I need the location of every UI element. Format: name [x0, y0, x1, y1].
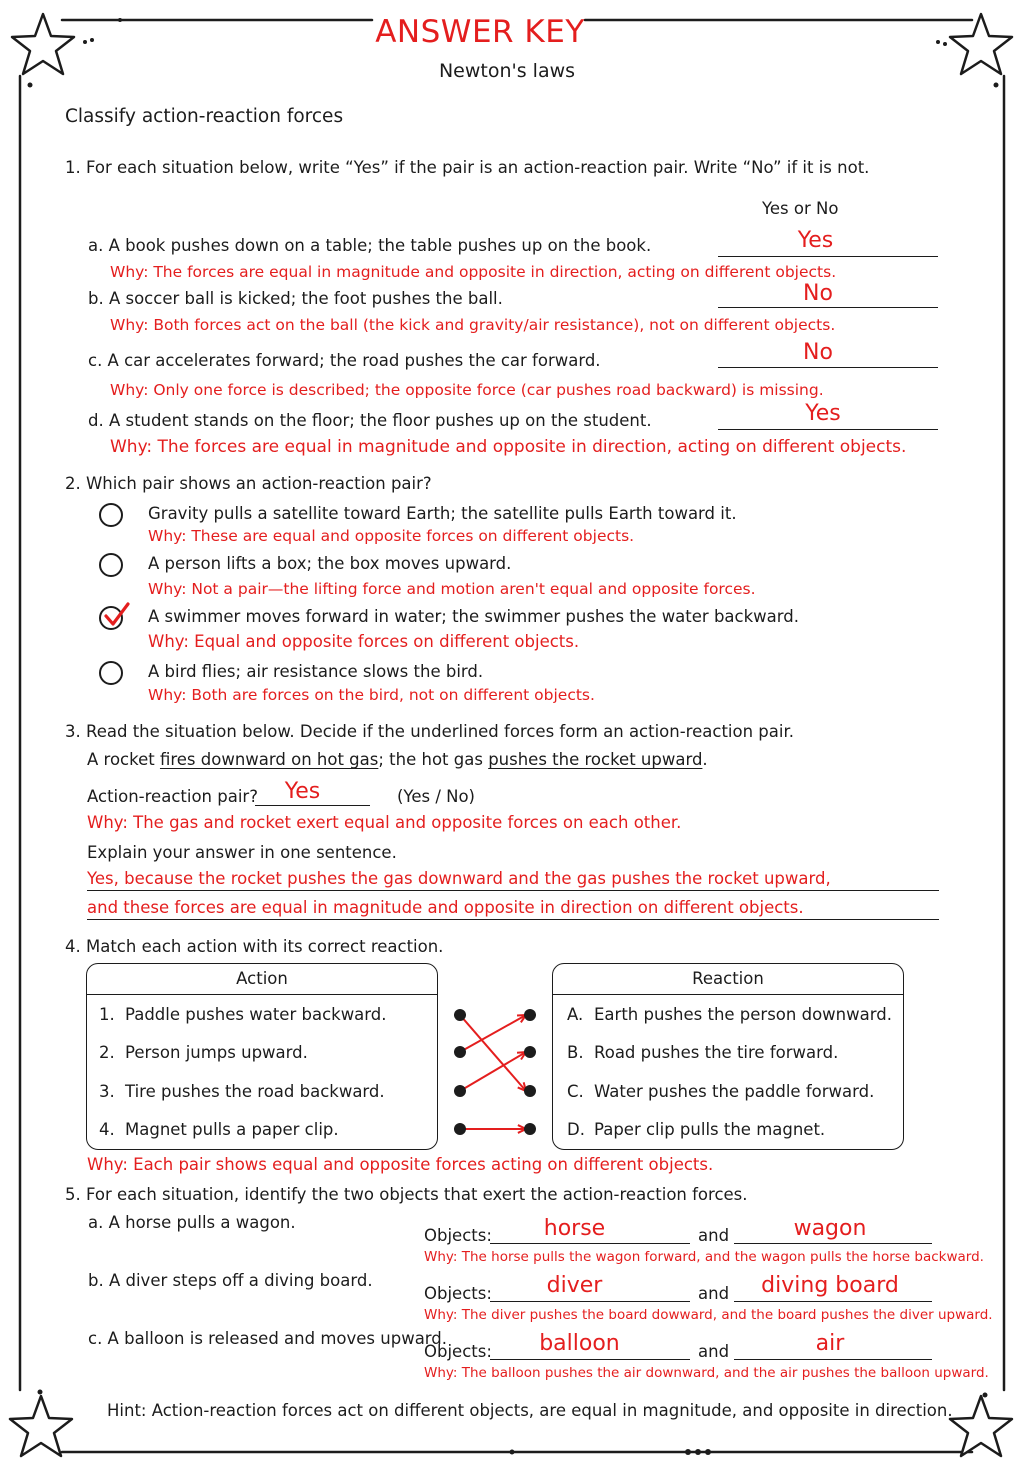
action-item: Tire pushes the road backward. — [125, 1082, 385, 1101]
reaction-letter: D. — [567, 1120, 585, 1139]
q4-prompt: 4. Match each action with its correct reaction. — [65, 937, 444, 956]
q3-pair-options: (Yes / No) — [397, 787, 475, 806]
action-num: 2. — [99, 1043, 115, 1062]
answer-line — [490, 1359, 690, 1360]
objects-label: Objects: — [424, 1342, 492, 1361]
q2-why: Why: These are equal and opposite forces on different objects. — [148, 527, 635, 545]
action-num: 1. — [99, 1005, 115, 1024]
object-answer-1[interactable]: horse — [543, 1216, 606, 1241]
match-line — [460, 1015, 526, 1091]
underlined-force-1: fires downward on hot gas — [159, 750, 379, 769]
object-answer-1[interactable]: diver — [546, 1273, 603, 1298]
radio-option[interactable] — [99, 503, 123, 527]
q5-item-label: a. A horse pulls a wagon. — [88, 1213, 296, 1232]
answer-line — [718, 256, 938, 257]
q1-answer[interactable]: Yes — [805, 401, 841, 426]
action-dot[interactable] — [454, 1085, 466, 1097]
action-dot[interactable] — [454, 1009, 466, 1021]
matching-lines — [440, 995, 550, 1145]
answer-line — [490, 1301, 690, 1302]
action-num: 3. — [99, 1082, 115, 1101]
q1-item-label: c. A car accelerates forward; the road pushes the car forward. — [88, 351, 601, 370]
answer-line — [87, 919, 939, 920]
q2-option-text: A swimmer moves forward in water; the swimmer pushes the water backward. — [148, 607, 799, 626]
reaction-header: Reaction — [553, 964, 903, 995]
action-dot[interactable] — [454, 1046, 466, 1058]
q1-answer[interactable]: No — [803, 281, 833, 306]
section-title: Classify action-reaction forces — [65, 106, 344, 127]
q5-item-label: b. A diver steps off a diving board. — [88, 1271, 373, 1290]
answer-line — [718, 367, 938, 368]
answer-line — [718, 307, 938, 308]
action-item: Paddle pushes water backward. — [125, 1005, 387, 1024]
object-answer-2[interactable]: wagon — [793, 1216, 867, 1241]
q1-item-label: d. A student stands on the floor; the floor pushes up on the student. — [88, 411, 652, 430]
q1-why: Why: Only one force is described; the opposite force (car pushes road backward) is missing. — [110, 381, 824, 399]
action-header: Action — [87, 964, 437, 995]
q5-why: Why: The balloon pushes the air downward, and the air pushes the balloon upward. — [424, 1365, 989, 1381]
q5-why: Why: The horse pulls the wagon forward, and the wagon pulls the horse backward. — [424, 1249, 984, 1265]
page-subtitle: Newton's laws — [438, 60, 576, 82]
answer-key-title: ANSWER KEY — [375, 14, 585, 50]
star-icon — [6, 1392, 76, 1462]
hint-text: Hint: Action-reaction forces act on different objects, are equal in magnitude, and opposite in direction. — [107, 1401, 953, 1420]
object-answer-2[interactable]: air — [815, 1331, 845, 1356]
q1-column-header: Yes or No — [762, 199, 839, 218]
objects-label: Objects: — [424, 1226, 492, 1245]
and-label: and — [698, 1226, 730, 1245]
reaction-letter: A. — [567, 1005, 584, 1024]
q5-item-label: c. A balloon is released and moves upward. — [88, 1329, 448, 1348]
q1-why: Why: Both forces act on the ball (the kick and gravity/air resistance), not on different objects. — [110, 316, 836, 334]
reaction-letter: C. — [567, 1082, 584, 1101]
object-answer-2[interactable]: diving board — [761, 1273, 899, 1298]
action-dot[interactable] — [454, 1123, 466, 1135]
radio-option[interactable] — [99, 553, 123, 577]
q1-answer[interactable]: No — [803, 340, 833, 365]
q3-prompt: 3. Read the situation below. Decide if the underlined forces form an action-reaction pair. — [65, 722, 794, 741]
and-label: and — [698, 1342, 730, 1361]
reaction-dot[interactable] — [524, 1085, 536, 1097]
reaction-item: Road pushes the tire forward. — [594, 1043, 839, 1062]
q2-option-text: A bird flies; air resistance slows the bird. — [148, 662, 484, 681]
objects-label: Objects: — [424, 1284, 492, 1303]
answer-line — [734, 1243, 932, 1244]
q4-why: Why: Each pair shows equal and opposite forces acting on different objects. — [87, 1155, 714, 1174]
q3-explain-answer-2[interactable]: and these forces are equal in magnitude and opposite in direction on different objects. — [87, 898, 804, 917]
star-icon — [8, 10, 78, 80]
action-item: Person jumps upward. — [125, 1043, 308, 1062]
q2-prompt: 2. Which pair shows an action-reaction pair? — [65, 474, 432, 493]
q3-situation: A rocket fires downward on hot gas; the hot gas pushes the rocket upward. — [87, 750, 708, 769]
q1-prompt: 1. For each situation below, write “Yes” if the pair is an action-reaction pair. Write “No” if it is not. — [65, 158, 870, 177]
answer-line — [734, 1301, 932, 1302]
answer-line — [734, 1359, 932, 1360]
star-icon — [946, 10, 1016, 80]
reaction-letter: B. — [567, 1043, 584, 1062]
q3-explain-label: Explain your answer in one sentence. — [87, 843, 397, 862]
q1-why: Why: The forces are equal in magnitude and opposite in direction, acting on different objects. — [110, 263, 837, 281]
action-item: Magnet pulls a paper clip. — [125, 1120, 339, 1139]
reaction-dot[interactable] — [524, 1009, 536, 1021]
q3-pair-label: Action-reaction pair? — [87, 787, 258, 806]
object-answer-1[interactable]: balloon — [539, 1331, 620, 1356]
q1-item-label: a. A book pushes down on a table; the table pushes up on the book. — [88, 236, 652, 255]
q1-item-label: b. A soccer ball is kicked; the foot pushes the ball. — [88, 289, 503, 308]
reaction-item: Paper clip pulls the magnet. — [594, 1120, 826, 1139]
radio-option[interactable] — [99, 661, 123, 685]
answer-line — [718, 429, 938, 430]
q5-why: Why: The diver pushes the board dowward, and the board pushes the diver upward. — [424, 1307, 993, 1323]
match-line — [460, 1052, 526, 1091]
action-num: 4. — [99, 1120, 115, 1139]
q5-prompt: 5. For each situation, identify the two objects that exert the action-reaction forces. — [65, 1185, 748, 1204]
q3-pair-answer[interactable]: Yes — [284, 779, 321, 804]
reaction-item: Water pushes the paddle forward. — [594, 1082, 875, 1101]
reaction-dot[interactable] — [524, 1046, 536, 1058]
q2-why: Why: Not a pair—the lifting force and motion aren't equal and opposite forces. — [148, 580, 756, 598]
answer-line — [87, 890, 939, 891]
q2-why: Why: Equal and opposite forces on different objects. — [148, 632, 580, 651]
q2-why: Why: Both are forces on the bird, not on different objects. — [148, 686, 595, 704]
underlined-force-2: pushes the rocket upward — [488, 750, 703, 769]
answer-line — [490, 1243, 690, 1244]
reaction-dot[interactable] — [524, 1123, 536, 1135]
q1-answer[interactable]: Yes — [797, 228, 834, 253]
answer-line — [255, 805, 370, 806]
q2-option-text: Gravity pulls a satellite toward Earth; the satellite pulls Earth toward it. — [148, 504, 737, 523]
reaction-item: Earth pushes the person downward. — [594, 1005, 892, 1024]
match-line — [460, 1015, 526, 1052]
q3-why: Why: The gas and rocket exert equal and opposite forces on each other. — [87, 813, 682, 832]
q3-explain-answer-1[interactable]: Yes, because the rocket pushes the gas downward and the gas pushes the rocket upward, — [87, 869, 831, 888]
star-icon — [946, 1392, 1016, 1462]
q1-why: Why: The forces are equal in magnitude and opposite in direction, acting on different objects. — [110, 437, 907, 457]
q2-option-text: A person lifts a box; the box moves upward. — [148, 554, 512, 573]
and-label: and — [698, 1284, 730, 1303]
checkmark-icon — [100, 600, 132, 630]
